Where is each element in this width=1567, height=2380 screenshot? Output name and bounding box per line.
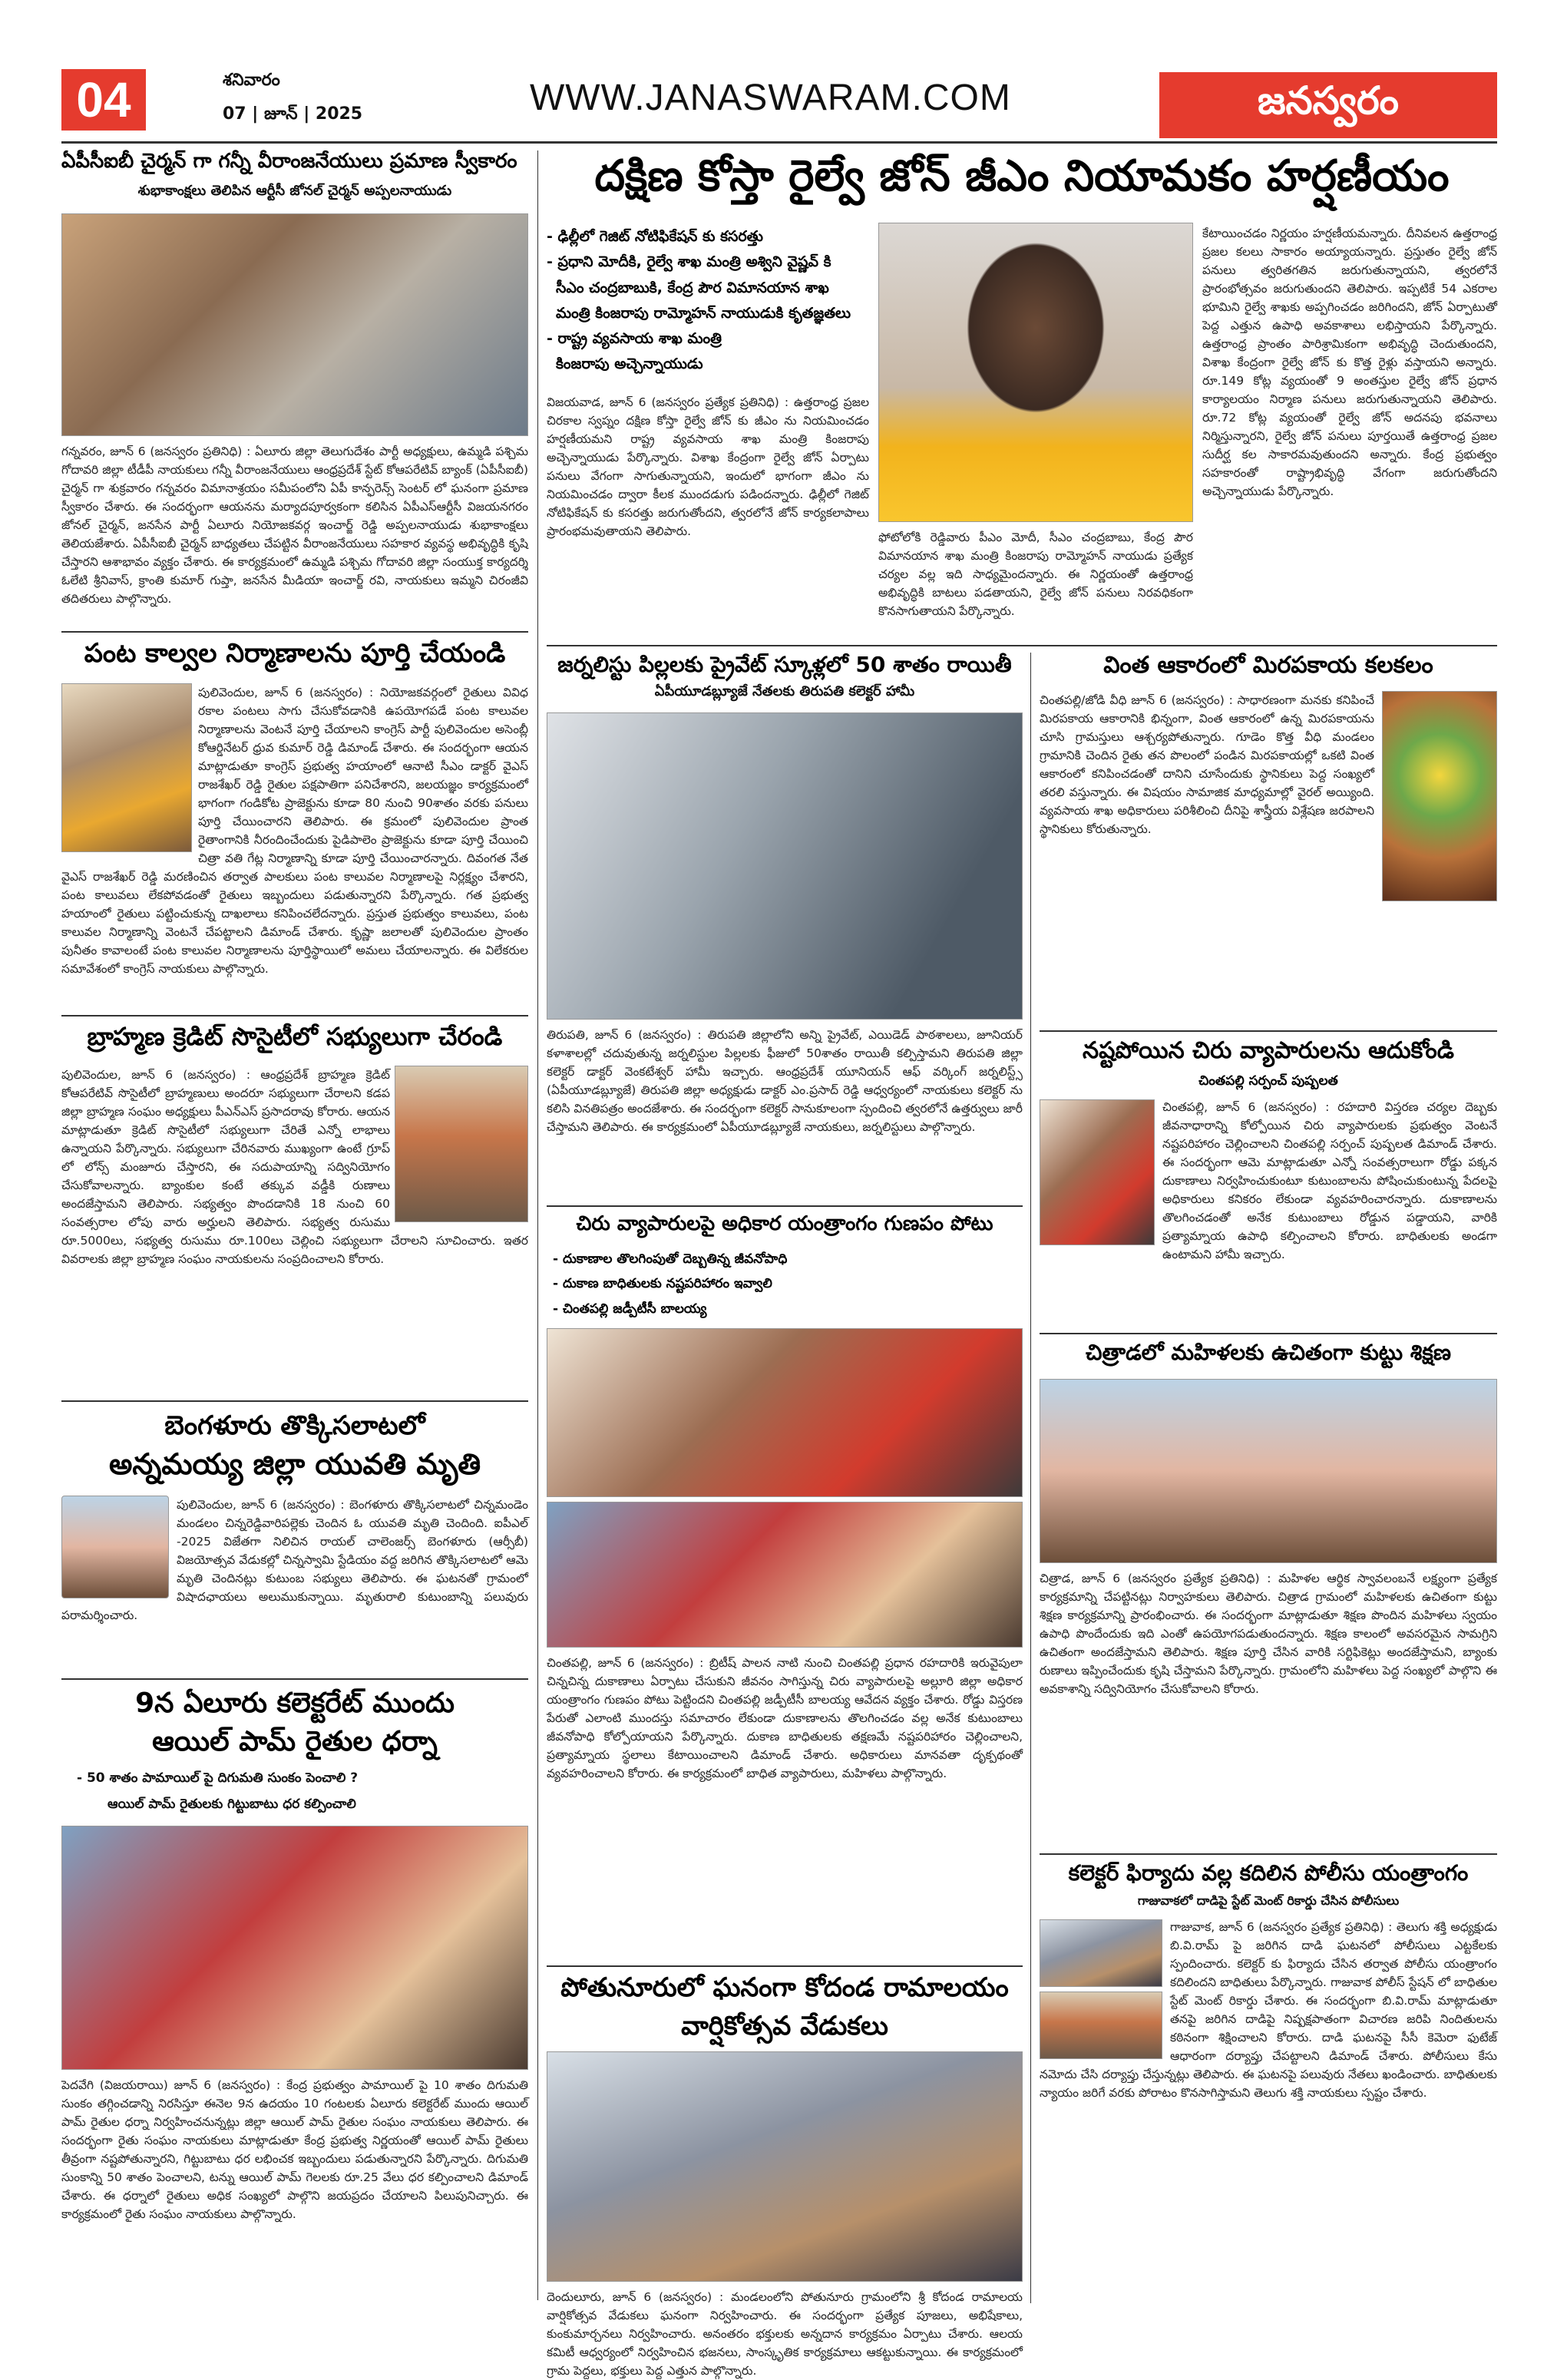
a3-photo: [395, 1066, 528, 1222]
c4-headline: కలెక్టర్ ఫిర్యాదు వల్ల కదిలిన పోలీసు యంత్రాంగం: [1068, 1860, 1469, 1886]
column-rule: [1030, 653, 1031, 2303]
divider: [1040, 1333, 1497, 1334]
c4-body: గాజువాక, జూన్ 6 (జనస్వరం ప్రత్యేక ప్రతినిధి) : తెలుగు శక్తి అధ్యక్షుడు బి.వి.రామ్ పై జరిగిన దాడి ఘటనలో పోలీసులు ఎట్టకేలకు స్పందించారు. కలెక్టర్ కు ఫిర్యాదు చేసిన తర్వాత పోలీసు యంత్రాంగం కదిలిందని బాధితులు పేర్కొన్నారు. గాజువాక పోలీస్ స్టేషన్ లో బాధితుల స్టేట్ మెంట్ రికార్డు చేశారు. ఈ సందర్భంగా బి.వి.రామ్ మాట్లాడుతూ తనపై జరిగిన దాడిపై నిష్పక్షపాతంగా విచారణ జరిపి నిందితులను కఠినంగా శిక్షించాలని కోరారు. దాడి ఘటనపై సీసీ కెమెరా ఫుటేజ్ ఆధారంగా దర్యాప్తు చేపట్టాలని డిమాండ్ చేశారు. పోలీసులు కేసు నమోదు చేసి దర్యాప్తు చేస్తున్నట్లు తెలిపారు. ఈ ఘటనపై పలువురు నేతలు ఖండించారు. బాధితులకు న్యాయం జరిగే వరకు పోరాటం కొనసాగిస్తామని తెలుగు శక్తి నాయకులు స్పష్టం చేశారు.: [1040, 1920, 1497, 2101]
c3-body: చిత్రాడ, జూన్ 6 (జనస్వరం ప్రత్యేక ప్రతినిధి) : మహిళల ఆర్థిక స్వావలంబనే లక్ష్యంగా ప్రత్యేక కార్యక్రమాన్ని చేపట్టినట్లు నిర్వాహకులు తెలిపారు. చిత్రాడ గ్రామంలో మహిళలకు ఉచితంగా కుట్టు శిక్షణ కార్యక్రమాన్ని ప్రారంభించారు. ఈ సందర్భంగా మాట్లాడుతూ శిక్షణ పొందిన మహిళలు స్వయం ఉపాధి పొందేందుకు ఇది ఎంతో ఉపయోగపడుతుందన్నారు. శిక్షణ కాలంలో అవసరమైన సామగ్రిని ఉచితంగా అందజేస్తామని తెలిపారు. శిక్షణ పూర్తి చేసిన వారికి సర్టిఫికెట్లు అందజేస్తామని, బ్యాంకు రుణాలు ఇప్పించేందుకు కృషి చేస్తామని పేర్కొన్నారు. గ్రామంలోని మహిళలు పెద్ద సంఖ్యలో పాల్గొని ఈ అవకాశాన్ని సద్వినియోగం చేసుకోవాలని కోరారు.: [1040, 1572, 1497, 1697]
c4-photo-2: [1040, 1992, 1162, 2059]
divider: [1040, 1853, 1497, 1855]
b2-body: చింతపల్లి, జూన్ 6 (జనస్వరం) : బ్రిటీష్ పాలన నాటి నుంచి చింతపల్లి ప్రధాన రహదారికి ఇరువైపులా చిన్నచిన్న దుకాణాలు ఏర్పాటు చేసుకుని జీవనం సాగిస్తున్న చిరు వ్యాపారులపై అల్లూరి జిల్లా అధికార యంత్రాంగం గుణపం పోటు పెట్టిందని చింతపల్లి జడ్పీటీసీ బాలయ్య ఆవేదన వ్యక్తం చేశారు. రోడ్డు విస్తరణ పేరుతో ఎలాంటి ముందస్తు సమాచారం లేకుండా దుకాణాలను తొలగించడం వల్ల అనేక కుటుంబాలు జీవనోపాధి కోల్పోయాయని పేర్కొన్నారు. దుకాణ బాధితులకు తక్షణమే నష్టపరిహారం చెల్లించాలని, ప్రత్యామ్నాయ స్థలాలు కేటాయించాలని డిమాండ్ చేశారు. అధికారులు మానవతా దృక్పథంతో వ్యవహరించాలని కోరారు. ఈ కార్యక్రమంలో బాధిత వ్యాపారులు, మహిళలు పాల్గొన్నారు.: [547, 1656, 1023, 1781]
b1-photo: [547, 712, 1023, 1020]
issue-day: శనివారం: [223, 71, 280, 90]
lead-bullet: కింజరాపు అచ్చెన్నాయుడు: [556, 355, 703, 373]
a1-photo: [61, 213, 528, 436]
lead-bullet: సీఎం చంద్రబాబుకి, కేంద్ర పౌర విమానయాన శాఖ: [556, 279, 829, 296]
divider: [61, 1400, 528, 1402]
c1-headline: వింత ఆకారంలో మిరపకాయ కలకలం: [1103, 652, 1433, 679]
divider: [61, 1678, 528, 1680]
a5-headline-2: ఆయిల్ పామ్ రైతుల ధర్నా: [152, 1726, 438, 1757]
b2-bullets: [553, 1247, 1013, 1321]
lead-body-right: కేటాయించడం నిర్ణయం హర్షణీయమన్నారు. దీనివలన ఉత్తరాంధ్ర ప్రజల కలలు సాకారం అయ్యాయన్నారు. ప్రస్తుతం రైల్వే జోన్ పనులు త్వరితగతిన జరుగుతున్నాయని, త్వరలోనే ప్రారంభోత్సవం జరుగుతుందని తెలిపారు. ఇప్పటికే 54 ఎకరాల భూమిని రైల్వే శాఖకు అప్పగించడం జరిగిందని, జోన్ ఏర్పాటుతో పెద్ద ఎత్తున ఉపాధి అవకాశాలు లభిస్తాయని పేర్కొన్నారు. ఉత్తరాంధ్ర ప్రాంతం పారిశ్రామికంగా అభివృద్ధి చెందుతుందని, విశాఖ కేంద్రంగా రైల్వే జోన్ కు కొత్త రైళ్లు వస్తాయని అన్నారు. రూ.149 కోట్ల వ్యయంతో 9 అంతస్తుల రైల్వే జోన్ ప్రధాన కార్యాలయం నిర్మాణ పనులు జరుగుతున్నాయని తెలిపారు. రూ.72 కోట్ల వ్యయంతో రైల్వే జోన్ అదనపు భవనాలు నిర్మిస్తున్నారని, రైల్వే జోన్ పనులు పూర్తయితే ఉత్తరాంధ్ర ప్రజల సుదీర్ఘ కల సాకారమవుతుందని అన్నారు. కేంద్ర ప్రభుత్వం సహకారంతో రాష్ట్రాభివృద్ధి వేగంగా జరుగుతోందని అచ్చెన్నాయుడు పేర్కొన్నారు.: [1202, 226, 1497, 499]
a1-headline: ఏపీసీఐబీ చైర్మన్ గా గన్నీ వీరాంజనేయులు ప్రమాణ స్వీకారం: [61, 150, 517, 173]
divider: [547, 1205, 1023, 1207]
page-number: 04: [61, 69, 146, 131]
a3-headline: బ్రాహ్మణ క్రెడిట్ సొసైటీలో సభ్యులుగా చేరండి: [87, 1022, 503, 1051]
a1-body: గన్నవరం, జూన్ 6 (జనస్వరం ప్రతినిధి) : ఏలూరు జిల్లా తెలుగుదేశం పార్టీ అధ్యక్షులు, ఉమ్మడి పశ్చిమ గోదావరి జిల్లా టీడీపీ నాయకులు గన్నీ వీరాంజనేయులు ఆంధ్రప్రదేశ్ స్టేట్ కోఆపరేటివ్ బ్యాంక్ (ఏపీసీఐబీ) చైర్మన్ గా శుక్రవారం గన్నవరం విమానాశ్రయం సమీపంలోని ఏపీ కాన్ఫరెన్స్ సెంటర్ లో ఘనంగా ప్రమాణ స్వీకారం చేశారు. ఈ సందర్భంగా ఆయనను మర్యాదపూర్వకంగా కలిసిన ఏపీఎస్ఆర్టీసీ విజయనగరం జోనల్ చైర్మన్, జనసేన పార్టీ ఏలూరు నియోజకవర్గ ఇంచార్జ్ రెడ్డి అప్పలనాయుడు శుభాకాంక్షలు తెలియజేశారు. ఏపీసీఐబీ చైర్మన్ బాధ్యతలు చేపట్టిన వీరాంజనేయులు సహకార వ్యవస్థ అభివృద్ధికి కృషి చేస్తారని ఆశాభావం వ్యక్తం చేశారు. ఈ కార్యక్రమంలో ఉమ్మడి పశ్చిమ గోదావరి జిల్లా సంయుక్త కార్యదర్శి ఓలేటి శ్రీనివాస్, క్రాంతి కుమార్ గుప్తా, జనసేన మీడియా ఇంచార్జ్ రవి, నాయకులు ఇమ్మని చిరంజీవి తదితరులు పాల్గొన్నారు.: [61, 445, 528, 607]
lead-bullet: - ఢిల్లీలో గెజిట్ నోటిఫికేషన్ కు కసరత్తు: [547, 228, 763, 245]
b1-headline: జర్నలిస్టు పిల్లలకు ప్రైవేట్ స్కూళ్లలో 50 శాతం రాయితీ: [557, 652, 1012, 677]
lead-headline: దక్షిణ కోస్తా రైల్వే జోన్ జీఎం నియామకం హర్షణీయం: [594, 151, 1450, 201]
c3-photo: [1040, 1379, 1497, 1563]
a5-photo: [61, 1826, 528, 2070]
c1-photo: [1382, 691, 1497, 901]
lead-photo-caption: ఫోటోలోకి రెడ్డివారు పీఎం మోదీ, సీఎం చంద్రబాబు, కేంద్ర పౌర విమానయాన శాఖ మంత్రి కింజరాపు రామ్మోహన్ నాయుడు ప్రత్యేక చర్యల వల్ల ఇది సాధ్యమైందన్నారు. ఈ నిర్ణయంతో ఉత్తరాంధ్ర అభివృద్ధికి బాటలు పడతాయని, రైల్వే జోన్ పనులు నిరవధికంగా కొనసాగుతాయని పేర్కొన్నారు.: [878, 531, 1193, 619]
a1-subheadline: శుభాకాంక్షలు తెలిపిన ఆర్టీసీ జోనల్ చైర్మన్ అప్పలనాయుడు: [137, 183, 452, 199]
c2-byline: చింతపల్లి సర్పంచ్ పుష్పలత: [1198, 1073, 1338, 1089]
a5-bullet-1: - 50 శాతం పామాయిల్ పై దిగుమతి సుంకం పెంచాలి ?: [77, 1770, 359, 1786]
lead-photo: [878, 223, 1193, 522]
lead-body-left: విజయవాడ, జూన్ 6 (జనస్వరం ప్రత్యేక ప్రతినిధి) : ఉత్తరాంధ్ర ప్రజల చిరకాల స్వప్నం దక్షిణ కోస్తా రైల్వే జోన్ కు జీఎం ను నియమించడం హర్షణీయమని రాష్ట్ర వ్యవసాయ శాఖ మంత్రి కింజరాపు అచ్చెన్నాయుడు పేర్కొన్నారు. విశాఖ కేంద్రంగా రైల్వే జోన్ ఏర్పాటు పనులు వేగంగా సాగుతున్నాయని, ఇందులో భాగంగా జీఎం ను నియమించడం ద్వారా కీలక ముందడుగు పడిందన్నారు. ఢిల్లీలో గెజిట్ నోటిఫికేషన్ కు కసరత్తు జరుగుతోందని, త్వరలోనే జోన్ కార్యకలాపాలు ప్రారంభమవుతాయని తెలిపారు.: [547, 395, 869, 539]
b2-headline: చిరు వ్యాపారులపై అధికార యంత్రాంగం గుణపం పోటు: [576, 1212, 993, 1235]
c2-headline: నష్టపోయిన చిరు వ్యాపారులను ఆదుకోండి: [1083, 1037, 1454, 1064]
issue-date: 07 | జూన్ | 2025: [223, 104, 363, 124]
divider: [547, 1965, 1023, 1967]
column-rule: [537, 150, 538, 2300]
masthead-rule: [61, 141, 1497, 144]
lead-bullet: మంత్రి కింజరాపు రామ్మోహన్ నాయుడుకి కృతజ్ఞతలు: [556, 304, 851, 322]
c4-subheadline: గాజువాకలో దాడిపై స్టేట్ మెంట్ రికార్డు చేసిన పోలీసులు: [1137, 1893, 1400, 1908]
a2-headline: పంట కాల్వల నిర్మాణాలను పూర్తి చేయండి: [84, 638, 506, 669]
b3-body: దెందులూరు, జూన్ 6 (జనస్వరం) : మండలంలోని పోతునూరు గ్రామంలోని శ్రీ కోదండ రామాలయ వార్షికోత్సవ వేడుకలు ఘనంగా నిర్వహించారు. ఈ సందర్భంగా ప్రత్యేక పూజలు, అభిషేకాలు, కుంకుమార్చనలు నిర్వహించారు. అనంతరం భక్తులకు అన్నదాన కార్యక్రమం ఏర్పాటు చేశారు. ఆలయ కమిటీ ఆధ్వర్యంలో నిర్వహించిన భజనలు, సాంస్కృతిక కార్యక్రమాలు ఆకట్టుకున్నాయి. ఈ కార్యక్రమంలో గ్రామ పెద్దలు, భక్తులు పెద్ద ఎత్తున పాల్గొన్నారు.: [547, 2290, 1023, 2378]
c4-photo-1: [1040, 1919, 1162, 1987]
lead-bullet: - ప్రధాని మోదీకి, రైల్వే శాఖ మంత్రి అశ్విని వైష్ణవ్ కి: [547, 253, 831, 271]
b2-bullet: - చింతపల్లి జడ్పీటీసీ బాలయ్య: [553, 1301, 707, 1317]
divider: [61, 1015, 528, 1016]
a4-headline-2: అన్నమయ్య జిల్లా యువతి మృతి: [108, 1447, 481, 1481]
b2-bullet: - దుకాణాల తొలగింపుతో దెబ్బతిన్న జీవనోపాధి: [553, 1251, 788, 1267]
lead-bullets: [547, 224, 869, 378]
brand-logo: జనస్వరం: [1159, 72, 1497, 138]
a5-bullet-2: ఆయిల్ పామ్ రైతులకు గిట్టుబాటు ధర కల్పించాలి: [107, 1797, 356, 1812]
c1-body: చింతపల్లి/జోడి వీధి జూన్ 6 (జనస్వరం) : సాధారణంగా మనకు కనిపించే మిరపకాయ ఆకారానికి భిన్నంగా, వింత ఆకారంలో ఉన్న మిరపకాయను చూసి గ్రామస్తులు ఆశ్చర్యపోతున్నారు. గూడెం కొత్త వీధి మండలం గ్రామానికి చెందిన రైతు తన పొలంలో పండిన మిరపకాయల్లో ఒకటి వింత ఆకారంలో కనిపించడంతో దానిని చూసేందుకు స్థానికులు పెద్ద సంఖ్యలో తరలి వస్తున్నారు. ఈ విషయం సామాజిక మాధ్యమాల్లో వైరల్ అయ్యింది. వ్యవసాయ శాఖ అధికారులు పరిశీలించి దీనిపై శాస్త్రీయ విశ్లేషణ జరపాలని స్థానికులు కోరుతున్నారు.: [1040, 693, 1374, 837]
b2-bullet: - దుకాణ బాధితులకు నష్టపరిహారం ఇవ్వాలి: [553, 1276, 772, 1292]
a4-photo: [61, 1496, 169, 1598]
c2-photo: [1040, 1099, 1155, 1245]
a3-body: పులివెందుల, జూన్ 6 (జనస్వరం) : ఆంధ్రప్రదేశ్ బ్రాహ్మణ క్రెడిట్ కోఆపరేటివ్ సొసైటీలో బ్రాహ్మణులు అందరూ సభ్యులుగా చేరాలని కడప జిల్లా బ్రాహ్మణ సంఘం అధ్యక్షులు పీఎన్ఎస్ ప్రసాదరావు కోరారు. ఆయన మాట్లాడుతూ క్రెడిట్ సొసైటీలో సభ్యులుగా చేరితే ఎన్నో లాభాలు ఉన్నాయని పేర్కొన్నారు. సభ్యులుగా చేరినవారు ముఖ్యంగా ఉంటే గ్రూప్ లో లోన్స్ మంజూరు చేస్తారని, ఈ సదుపాయాన్ని సద్వినియోగం చేసుకోవాలన్నారు. బ్యాంకుల కంటే తక్కువ వడ్డీకి రుణాలు అందజేస్తామని తెలిపారు. సభ్యత్వం పొందడానికి 18 నుంచి 60 సంవత్సరాల లోపు వారు అర్హులని తెలిపారు. సభ్యత్వ రుసుము రూ.5000లు, సభ్యత్వ రుసుము రూ.100లు చెల్లించి సభ్యులుగా చేరాలని సూచించారు. ఇతర వివరాలకు జిల్లా బ్రాహ్మణ సంఘం నాయకులను సంప్రదించాలని కోరారు.: [61, 1068, 528, 1267]
b1-body: తిరుపతి, జూన్ 6 (జనస్వరం) : తిరుపతి జిల్లాలోని అన్ని ప్రైవేట్, ఎయిడెడ్ పాఠశాలలు, జూనియర్ కళాశాలల్లో చదువుతున్న జర్నలిస్టుల పిల్లలకు ఫీజులో 50శాతం రాయితీ కల్పిస్తామని తిరుపతి జిల్లా కలెక్టర్ డాక్టర్ వెంకటేశ్వర్ హామీ ఇచ్చారు. ఆంధ్రప్రదేశ్ యూనియన్ ఆఫ్ వర్కింగ్ జర్నలిస్ట్స్ (ఏపీయూడబ్ల్యూజే) తిరుపతి జిల్లా అధ్యక్షుడు డాక్టర్ ఎం.ప్రసాద్ రెడ్డి ఆధ్వర్యంలో నాయకులు కలెక్టర్ ను కలిసి వినతిపత్రం అందజేశారు. ఈ సందర్భంగా కలెక్టర్ సానుకూలంగా స్పందించి త్వరలోనే ఉత్తర్వులు జారీ చేస్తామని తెలిపారు. ఈ కార్యక్రమంలో ఏపీయూడబ్ల్యూజే నాయకులు, జర్నలిస్టులు పాల్గొన్నారు.: [547, 1028, 1023, 1135]
a2-body-text: పులివెందుల, జూన్ 6 (జనస్వరం) : నియోజకవర్గంలో రైతులు వివిధ రకాల పంటలు సాగు చేసుకోవడానికి ఉపయోగపడే పంట కాలువల నిర్మాణాలను వెంటనే పూర్తి చేయాలని కాంగ్రెస్ పార్టీ పులివెందుల అసెంబ్లీ కోఆర్డినేటర్ ధ్రువ కుమార్ రెడ్డి డిమాండ్ చేశారు. ఈ సందర్భంగా ఆయన మాట్లాడుతూ కాంగ్రెస్ ప్రభుత్వ హయాంలో ఆనాటి సీఎం డాక్టర్ వైఎస్ రాజశేఖర్ రెడ్డి రైతుల పక్షపాతిగా పనిచేశారని, జలయజ్ఞం కార్యక్రమంలో భాగంగా గండికోట ప్రాజెక్టును కూడా 80 నుంచి 90శాతం వరకు పనులు పూర్తి చేయించారని తెలిపారు. ఈ క్రమంలో పులివెందుల ప్రాంత రైతాంగానికి నీరందించేందుకు పైడిపాలెం ప్రాజెక్టును కూడా పూర్తి చేయించి చిత్రా వతి గేట్ల నిర్మాణాన్ని కూడా పూర్తి చేయించారన్నారు. దివంగత నేత వైఎస్ రాజశేఖర్ రెడ్డి మరణించిన తర్వాత పాలకులు పంట కాలువల నిర్మాణాలపై నిర్లక్ష్యం చేశారని, పంట కాలువలు లేకపోవడంతో రైతులు ఇబ్బందులు పడుతున్నారని పేర్కొన్నారు. గత ప్రభుత్వ హయాంలో రైతులు పట్టించుకున్న దాఖలాలు కనిపించలేదన్నారు. ప్రస్తుత ప్రభుత్వం కాలువలు, పంట కాలువల నిర్మాణాన్ని వెంటనే చేపట్టాలని డిమాండ్ చేశారు. కృష్ణా జలాలతో పులివెందుల ప్రాంతం పునీతం కావాలంటే పంట కాలువల నిర్మాణాలను పూర్తిస్థాయిలో అమలు చేయాలన్నారు. ఈ విలేకరుల సమావేశంలో కాంగ్రెస్ నాయకులు పాల్గొన్నారు.: [61, 686, 528, 977]
divider: [61, 631, 528, 633]
website-url: WWW.JANASWARAM.COM: [530, 78, 1011, 118]
b1-subheadline: ఏపీయూడబ్ల్యూజే నేతలకు తిరుపతి కలెక్టర్ హామీ: [654, 683, 915, 699]
a5-headline-1: 9న ఏలూరు కలెక్టరేట్ ముందు: [135, 1687, 455, 1719]
c2-body: చింతపల్లి, జూన్ 6 (జనస్వరం) : రహదారి విస్తరణ చర్యల దెబ్బకు జీవనాధారాన్ని కోల్పోయిన చిరు వ్యాపారులకు ప్రభుత్వం వెంటనే నష్టపరిహారం చెల్లించాలని చింతపల్లి సర్పంచ్ పుష్పలత డిమాండ్ చేశారు. ఈ సందర్భంగా ఆమె మాట్లాడుతూ ఎన్నో సంవత్సరాలుగా రోడ్డు పక్కన దుకాణాలు నిర్వహించుకుంటూ కుటుంబాలను పోషించుకుంటున్న పేదలపై అధికారులు కనికరం లేకుండా వ్యవహరించారన్నారు. దుకాణాలను తొలగించడంతో అనేక కుటుంబాలు రోడ్డున పడ్డాయని, వారికి ప్రత్యామ్నాయ ఉపాధి కల్పించాలని కోరారు. బాధితులకు అండగా ఉంటామని హామీ ఇచ్చారు.: [1162, 1100, 1497, 1262]
a5-body: పెదవేగి (విజయరాయి) జూన్ 6 (జనస్వరం) : కేంద్ర ప్రభుత్వం పామాయిల్ పై 10 శాతం దిగుమతి సుంకం తగ్గించడాన్ని నిరసిస్తూ ఈనెల 9న ఉదయం 10 గంటలకు ఏలూరు కలెక్టరేట్ ముందు ఆయిల్ పామ్ రైతుల ధర్నా నిర్వహించనున్నట్లు జిల్లా ఆయిల్ పామ్ రైతుల సంఘం నాయకులు తెలిపారు. ఈ సందర్భంగా రైతు సంఘం నాయకులు మాట్లాడుతూ కేంద్ర ప్రభుత్వ నిర్ణయంతో ఆయిల్ పామ్ రైతులు తీవ్రంగా నష్టపోతున్నారని, గిట్టుబాటు ధర లభించక ఇబ్బందులు పడుతున్నారని పేర్కొన్నారు. దిగుమతి సుంకాన్ని 50 శాతం పెంచాలని, టన్ను ఆయిల్ పామ్ గెలలకు రూ.25 వేలు ధర కల్పించాలని డిమాండ్ చేశారు. ఈ ధర్నాలో రైతులు అధిక సంఖ్యలో పాల్గొని జయప్రదం చేయాలని పిలుపునిచ్చారు. ఈ కార్యక్రమంలో రైతు సంఘం నాయకులు పాల్గొన్నారు.: [61, 2078, 528, 2222]
b3-photo: [547, 2051, 1023, 2282]
a4-headline-1: బెంగళూరు తొక్కిసలాటలో: [164, 1410, 425, 1441]
divider: [1040, 1030, 1497, 1032]
b2-photo-1: [547, 1328, 1023, 1497]
b3-headline-1: పోతునూరులో ఘనంగా కోదండ రామాలయం: [560, 1972, 1009, 2003]
c3-headline: చిత్రాడలో మహిళలకు ఉచితంగా కుట్టు శిక్షణ: [1086, 1340, 1451, 1365]
a2-body: [61, 683, 528, 1009]
b2-photo-2: [547, 1502, 1023, 1648]
divider: [547, 645, 1497, 646]
lead-bullet: - రాష్ట్ర వ్యవసాయ శాఖ మంత్రి: [547, 330, 722, 347]
b3-headline-2: వార్షికోత్సవ వేడుకలు: [681, 2011, 888, 2041]
a4-body: పులివెందుల, జూన్ 6 (జనస్వరం) : బెంగళూరు తొక్కిసలాటలో చిన్నమండెం మండలం చిన్నరెడ్డివారిపల్లెకు చెందిన ఓ యువతి మృతి చెందింది. ఐపీఎల్ -2025 విజేతగా నిలిచిన రాయల్ చాలెంజర్స్ బెంగళూరు (ఆర్సీబీ) విజయోత్సవ వేడుకల్లో చిన్నస్వామి స్టేడియం వద్ద జరిగిన తొక్కిసలాటలో ఆమె మృతి చెందినట్లు కుటుంబ సభ్యులు తెలిపారు. ఈ ఘటనతో గ్రామంలో విషాదఛాయలు అలుముకున్నాయి. మృతురాలి కుటుంబాన్ని పలువురు పరామర్శించారు.: [61, 1498, 528, 1623]
